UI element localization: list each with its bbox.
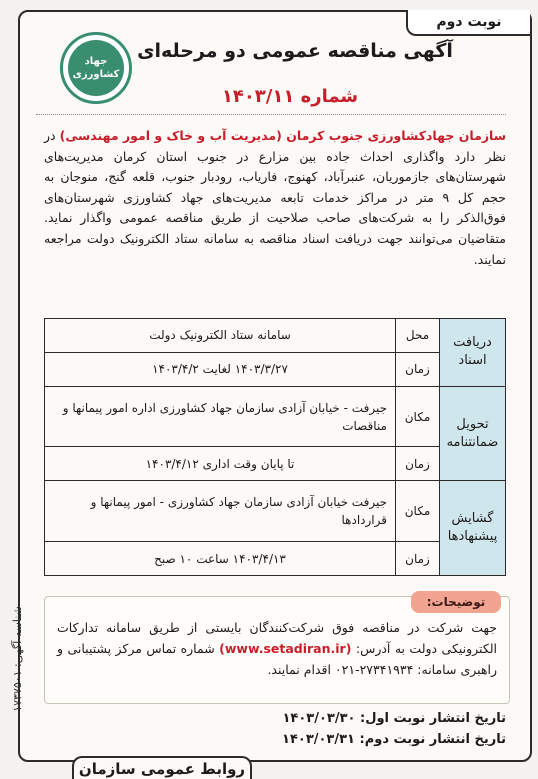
first-publish-date: تاریخ انتشار نوبت اول: ۱۴۰۳/۰۳/۳۰ bbox=[282, 711, 506, 726]
logo-line1: جهاد bbox=[84, 56, 108, 67]
ad-title: آگهی مناقصه عمومی دو مرحله‌ای bbox=[137, 40, 453, 62]
schedule-table bbox=[44, 318, 506, 576]
table-row bbox=[45, 386, 506, 447]
value-time: ۱۴۰۳/۳/۲۷ لغایت ۱۴۰۳/۴/۲ bbox=[45, 352, 396, 386]
label-place: مکان bbox=[396, 481, 440, 542]
value-place: سامانه ستاد الکترونیک دولت bbox=[45, 319, 396, 353]
label-place: محل bbox=[396, 319, 440, 353]
label-time: زمان bbox=[396, 352, 440, 386]
notes-text-a: جهت شرکت در مناقصه فوق شرکت‌کنندگان بایستی از طریق سامانه تدارکات الکترونیکی دولت به آدرس: bbox=[57, 620, 498, 656]
table-row bbox=[45, 352, 506, 386]
jahad-logo bbox=[60, 32, 132, 104]
table-row bbox=[45, 542, 506, 576]
value-time: ۱۴۰۳/۴/۱۳ ساعت ۱۰ صبح bbox=[45, 542, 396, 576]
footer-signature: روابط عمومی سازمان bbox=[72, 756, 252, 779]
value-place: جیرفت خیابان آزادی سازمان جهاد کشاورزی - امور پیمانها و قراردادها bbox=[45, 481, 396, 542]
second-publish-date: تاریخ انتشار نوبت دوم: ۱۴۰۳/۰۳/۳۱ bbox=[282, 732, 506, 747]
notes-text-b: شماره تماس مرکز پشتیبانی و راهبری سامانه: ۲۷۳۴۱۹۳۴-۰۲۱ اقدام نمایند. bbox=[57, 641, 497, 677]
notes-label: توضیحات: bbox=[411, 591, 501, 613]
logo-line2: کشاورزی bbox=[72, 69, 120, 80]
table-row bbox=[45, 481, 506, 542]
table-row bbox=[45, 319, 506, 353]
ad-number: شماره ۱۴۰۳/۱۱ bbox=[221, 86, 359, 107]
value-place: جیرفت - خیابان آزادی سازمان جهاد کشاورزی اداره امور پیمانها و مناقصات bbox=[45, 386, 396, 447]
value-time: تا پایان وقت اداری ۱۴۰۳/۴/۱۲ bbox=[45, 447, 396, 481]
wheat-emblem-icon bbox=[68, 40, 124, 96]
group-opening: گشایش پیشنهادها bbox=[440, 481, 506, 576]
issue-tag: نوبت دوم bbox=[406, 10, 530, 36]
notes-text bbox=[57, 617, 497, 680]
ad-id: شناسه آگهی: ۱۷۳۷۵۰۱ bbox=[11, 606, 24, 712]
divider bbox=[36, 114, 506, 115]
group-guarantee: تحویل ضمانتنامه bbox=[440, 386, 506, 481]
publish-dates bbox=[140, 708, 506, 750]
label-place: مکان bbox=[396, 386, 440, 447]
table-row bbox=[45, 447, 506, 481]
organization-name: سازمان جهادکشاورزی جنوب کرمان (مدیریت آب و خاک و امور مهندسی) bbox=[59, 128, 507, 143]
group-receive: دریافت اسناد bbox=[440, 319, 506, 387]
ad-body bbox=[44, 126, 506, 270]
notes-box bbox=[44, 596, 510, 704]
website-link[interactable]: (www.setadiran.ir) bbox=[219, 641, 352, 656]
label-time: زمان bbox=[396, 542, 440, 576]
body-text: در نظر دارد واگذاری احداث جاده بین مزارع در جنوب استان کرمان مدیریت‌های شهرستان‌های جازموریان، عنبرآباد، کهنوج، فاریاب، رودبار جنوب، قلعه گنج، منوجان به حجم کل ۹ متر در مراکز خدمات تابعه مدیریت‌های جهاد کشاورزی شهرستان‌های فوق‌الذکر را به شرکت‌های صاحب صلاحیت از طریق مناقصه عمومی واگذار نماید. متقاضیان می‌توانند جهت دریافت اسناد مناقصه به سامانه ستاد الکترونیک دولت مراجعه نمایند. bbox=[44, 128, 506, 267]
label-time: زمان bbox=[396, 447, 440, 481]
